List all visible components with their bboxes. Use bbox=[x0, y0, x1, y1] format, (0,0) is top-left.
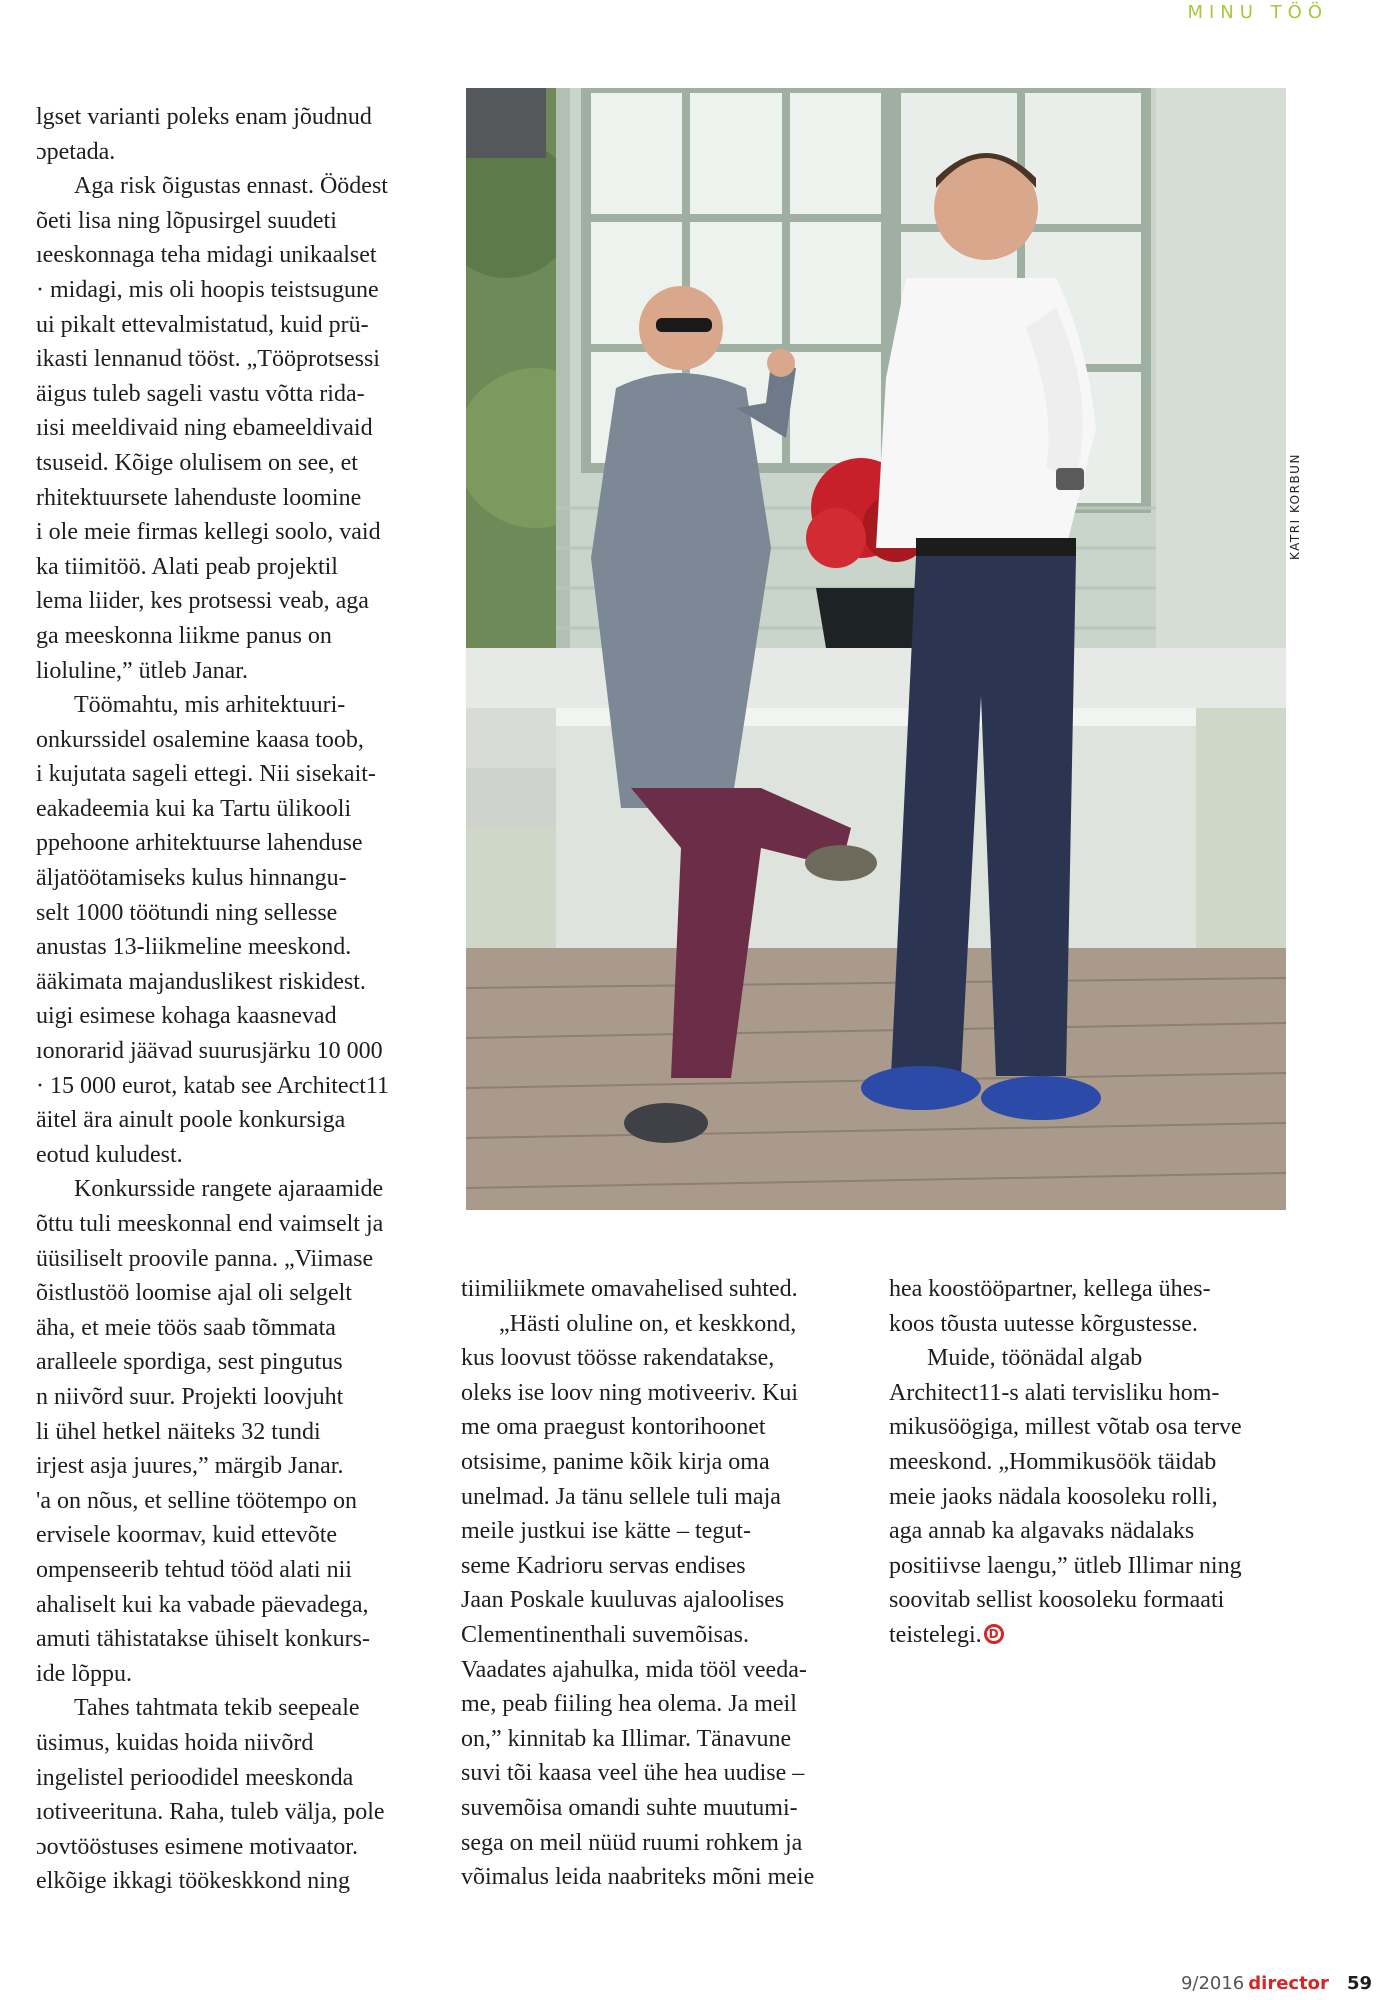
text-line: amuti tähistatakse ühiselt konkurs- bbox=[36, 1626, 370, 1653]
text-line: Konkursside rangete ajaraamide bbox=[74, 1176, 384, 1203]
text-line: ahaliselt kui ka vabade päevadega, bbox=[36, 1591, 369, 1618]
text-line: ingelistel perioodidel meeskonda bbox=[36, 1764, 354, 1791]
text-line: lgset varianti poleks enam jõudnud bbox=[36, 104, 372, 130]
text-line: i kujutata sageli ettegi. Nii sisekait- bbox=[36, 761, 376, 788]
text-line: 'a on nõus, et selline töötempo on bbox=[36, 1487, 357, 1514]
text-line: ɔpetada. bbox=[36, 138, 116, 165]
text-line: · midagi, mis oli hoopis teistsugune bbox=[36, 276, 379, 303]
article-photo bbox=[466, 88, 1286, 1210]
text-line: positiivse laengu,” ütleb Illimar ning bbox=[889, 1552, 1242, 1579]
text-line: ide lõppu. bbox=[36, 1660, 132, 1687]
text-line: kus loovust töösse rakendatakse, bbox=[461, 1345, 775, 1372]
text-line: ıisi meeldivaid ning ebameeldivaid bbox=[36, 415, 373, 442]
text-line: meile justkui ise kätte – tegut- bbox=[461, 1518, 751, 1545]
page-footer bbox=[1181, 1973, 1372, 1994]
text-line: eotud kuludest. bbox=[36, 1141, 183, 1168]
text-line: Clementinenthali suvemõisas. bbox=[461, 1621, 749, 1648]
text-line: i ole meie firmas kellegi soolo, vaid bbox=[36, 519, 381, 546]
text-line: äljatöötamiseks kulus hinnangu- bbox=[36, 865, 347, 892]
text-line: aga annab ka algavaks nädalaks bbox=[889, 1518, 1195, 1545]
text-line: Tahes tahtmata tekib seepeale bbox=[74, 1695, 360, 1722]
text-line: õistlustöö loomise ajal oli selgelt bbox=[36, 1280, 352, 1307]
text-line: ervisele koormav, kuid ettevõte bbox=[36, 1522, 338, 1549]
text-line: selt 1000 töötundi ning sellesse bbox=[36, 899, 338, 926]
text-line: irjest asja juures,” märgib Janar. bbox=[36, 1453, 344, 1480]
text-line: Töömahtu, mis arhitektuuri- bbox=[74, 692, 346, 719]
text-line: ıonorarid jäävad suurusjärku 10 000 bbox=[36, 1038, 383, 1065]
text-line: Architect11-s alati tervisliku hom- bbox=[889, 1379, 1220, 1406]
text-line: elkõige ikkagi töökeskkond ning bbox=[36, 1868, 350, 1895]
text-line: ompenseerib tehtud tööd alati nii bbox=[36, 1556, 352, 1583]
magazine-brand: director bbox=[1248, 1973, 1329, 1994]
text-line: aralleele spordiga, sest pingutus bbox=[36, 1349, 343, 1376]
text-line: oleks ise loov ning motiveeriv. Kui bbox=[461, 1379, 799, 1406]
text-line: Aga risk õigustas ennast. Öödest bbox=[74, 173, 388, 200]
text-line: onkurssidel osalemine kaasa toob, bbox=[36, 726, 364, 753]
text-line: ikasti lennanud tööst. „Tööprotsessi bbox=[36, 346, 380, 373]
text-line: suvemõisa omandi suhte muutumi- bbox=[461, 1794, 798, 1821]
text-line: seme Kadrioru servas endises bbox=[461, 1552, 746, 1579]
text-line: ka tiimitöö. Alati peab projektil bbox=[36, 553, 338, 580]
text-line: n niivõrd suur. Projekti loovjuht bbox=[36, 1383, 344, 1410]
text-line: ppehoone arhitektuurse lahenduse bbox=[36, 830, 363, 857]
text-line: otsisime, panime kõik kirja oma bbox=[461, 1448, 770, 1475]
text-line: üüsiliselt proovile panna. „Viimase bbox=[36, 1245, 374, 1272]
text-line: sega on meil nüüd ruumi rohkem ja bbox=[461, 1829, 803, 1856]
text-line: tiimiliikmete omavahelised suhted. bbox=[461, 1276, 798, 1302]
text-line: eakadeemia kui ka Tartu ülikooli bbox=[36, 795, 352, 822]
text-line: õeti lisa ning lõpusirgel suudeti bbox=[36, 207, 337, 234]
text-line: suvi tõi kaasa veel ühe hea uudise – bbox=[461, 1760, 805, 1787]
text-line: anustas 13-liikmeline meeskond. bbox=[36, 934, 352, 961]
page-number: 59 bbox=[1346, 1973, 1372, 1994]
text-line: lema liider, kes protsessi veab, aga bbox=[36, 588, 369, 615]
text-line bbox=[889, 1618, 1289, 1653]
text-line: äha, et meie töös saab tõmmata bbox=[36, 1314, 336, 1341]
last-line-text: teistelegi. bbox=[889, 1621, 982, 1648]
text-line: soovitab sellist koosoleku formaati bbox=[889, 1587, 1225, 1614]
section-label: MINU TÖÖ bbox=[1187, 2, 1328, 23]
text-line: ääkimata majanduslikest riskidest. bbox=[36, 968, 366, 995]
text-line: rhitektuursete lahenduste loomine bbox=[36, 484, 362, 511]
text-line: õttu tuli meeskonnal end vaimselt ja bbox=[36, 1211, 384, 1237]
text-line: äitel ära ainult poole konkursiga bbox=[36, 1107, 346, 1134]
text-line: uigi esimese kohaga kaasnevad bbox=[36, 1003, 337, 1030]
text-line: ɔovtööstuses esimene motivaator. bbox=[36, 1833, 358, 1860]
text-line: mikusöögiga, millest võtab osa terve bbox=[889, 1414, 1242, 1441]
text-line: võimalus leida naabriteks mõni meie bbox=[461, 1864, 815, 1891]
text-line: · 15 000 eurot, katab see Architect11 bbox=[36, 1072, 389, 1099]
article-column-2 bbox=[461, 1272, 861, 1895]
text-line: li ühel hetkel näiteks 32 tundi bbox=[36, 1418, 321, 1445]
text-line: tsuseid. Kõige olulisem on see, et bbox=[36, 449, 358, 476]
text-line: koos tõusta uutesse kõrgustesse. bbox=[889, 1310, 1198, 1337]
text-line: me, peab fiiling hea olema. Ja meil bbox=[461, 1691, 797, 1718]
text-line: me oma praegust kontorihoonet bbox=[461, 1414, 766, 1441]
text-line: lioluline,” ütleb Janar. bbox=[36, 657, 248, 684]
text-line: üsimus, kuidas hoida niivõrd bbox=[36, 1729, 314, 1756]
text-line: Jaan Poskale kuuluvas ajaloolises bbox=[461, 1587, 785, 1614]
end-of-article-icon: D bbox=[984, 1624, 1004, 1644]
text-line: ui pikalt ettevalmistatud, kuid prü- bbox=[36, 311, 369, 338]
text-line: Vaadates ajahulka, mida tööl veeda- bbox=[461, 1656, 807, 1683]
text-line: ıeeskonnaga teha midagi unikaalset bbox=[36, 242, 377, 269]
article-column-3 bbox=[889, 1272, 1289, 1653]
text-line: meie jaoks nädala koosoleku rolli, bbox=[889, 1483, 1218, 1510]
photo-credit: KATRI KORBUN bbox=[1288, 453, 1302, 560]
text-line: meeskond. „Hommikusöök täidab bbox=[889, 1448, 1217, 1475]
text-line: unelmad. Ja tänu sellele tuli maja bbox=[461, 1483, 781, 1510]
article-column-1 bbox=[36, 100, 446, 1899]
text-line: ga meeskonna liikme panus on bbox=[36, 622, 332, 649]
text-line: ıotiveerituna. Raha, tuleb välja, pole bbox=[36, 1799, 385, 1826]
issue-number: 9/2016 bbox=[1180, 1973, 1245, 1994]
text-line: on,” kinnitab ka Illimar. Tänavune bbox=[461, 1725, 792, 1752]
text-line: hea koostööpartner, kellega ühes- bbox=[889, 1276, 1211, 1302]
text-line: „Hästi oluline on, et keskkond, bbox=[499, 1310, 797, 1337]
text-line: Muide, töönädal algab bbox=[927, 1345, 1143, 1372]
text-line: äigus tuleb sageli vastu võtta rida- bbox=[36, 380, 365, 407]
